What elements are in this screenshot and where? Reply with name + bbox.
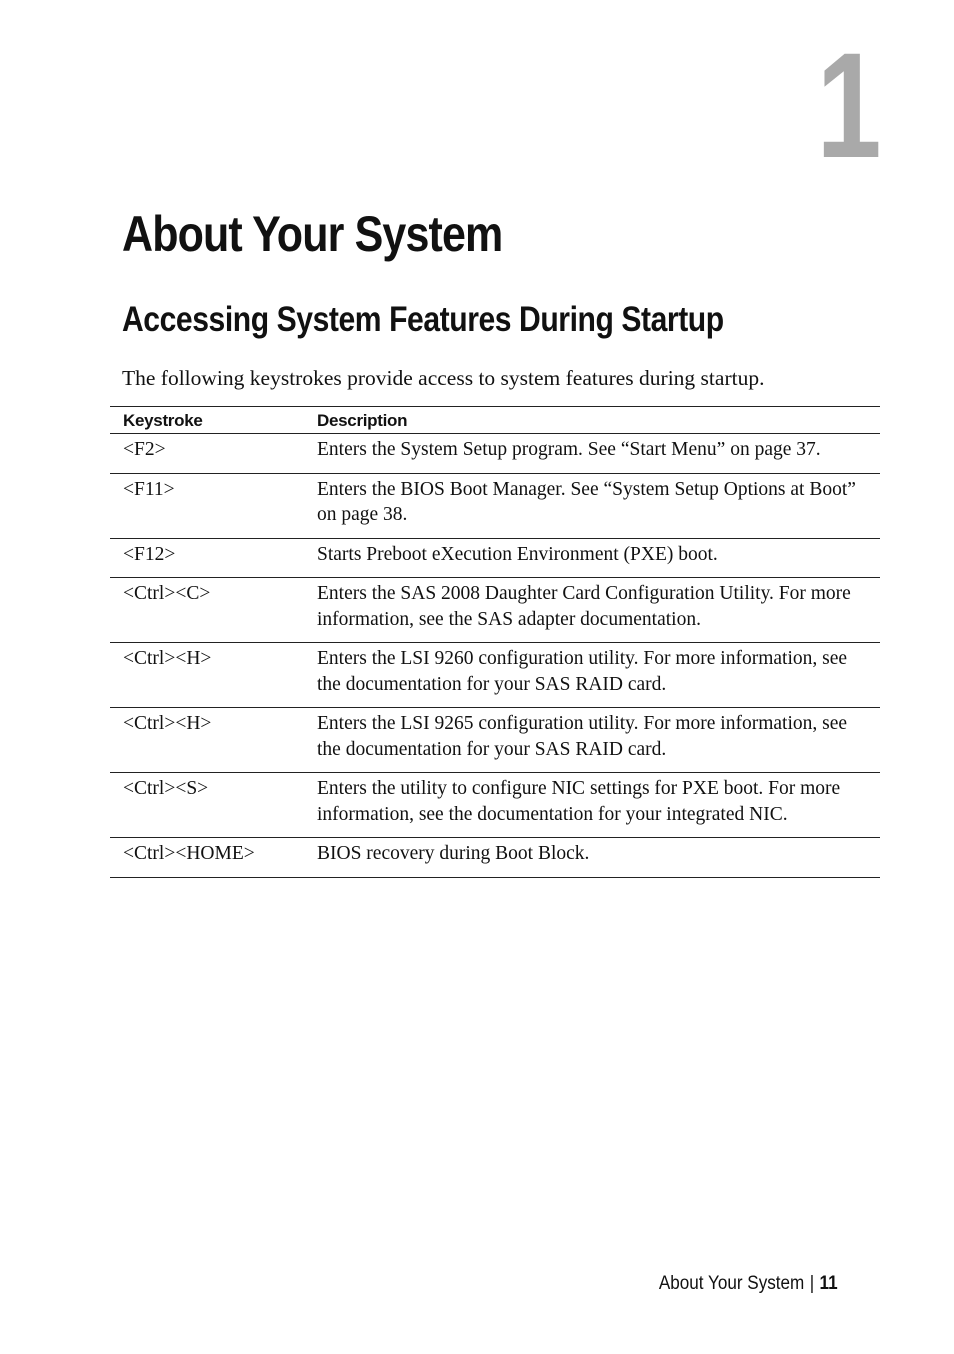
description-cell: Enters the System Setup program. See “Start Menu” on page 37. bbox=[313, 434, 880, 474]
keystroke-cell: <Ctrl><H> bbox=[110, 708, 313, 773]
page-footer bbox=[659, 1272, 838, 1296]
keystroke-column-header: Keystroke bbox=[110, 407, 313, 434]
footer-label: About Your System bbox=[659, 1273, 805, 1294]
keystroke-table bbox=[110, 406, 880, 878]
table-header-row bbox=[110, 407, 880, 434]
keystroke-cell: <Ctrl><C> bbox=[110, 578, 313, 643]
table-row bbox=[110, 773, 880, 838]
keystroke-cell: <F12> bbox=[110, 538, 313, 578]
description-cell: Enters the SAS 2008 Daughter Card Configuration Utility. For more information, see the SAS adapter documentation. bbox=[313, 578, 880, 643]
table-row bbox=[110, 708, 880, 773]
table-row bbox=[110, 578, 880, 643]
section-title: Accessing System Features During Startup bbox=[122, 300, 724, 339]
table-row bbox=[110, 838, 880, 878]
description-cell: Enters the LSI 9260 configuration utility. For more information, see the documentation for your SAS RAID card. bbox=[313, 643, 880, 708]
chapter-number: 1 bbox=[816, 21, 880, 189]
page-title: About Your System bbox=[122, 206, 503, 262]
page-number: 11 bbox=[819, 1273, 838, 1294]
keystroke-cell: <F11> bbox=[110, 473, 313, 538]
keystroke-cell: <Ctrl><HOME> bbox=[110, 838, 313, 878]
description-cell: Starts Preboot eXecution Environment (PXE) boot. bbox=[313, 538, 880, 578]
table-row bbox=[110, 434, 880, 474]
intro-paragraph: The following keystrokes provide access to system features during startup. bbox=[122, 366, 765, 390]
description-cell: Enters the LSI 9265 configuration utility. For more information, see the documentation for your SAS RAID card. bbox=[313, 708, 880, 773]
keystroke-cell: <F2> bbox=[110, 434, 313, 474]
description-cell: BIOS recovery during Boot Block. bbox=[313, 838, 880, 878]
table-row bbox=[110, 473, 880, 538]
table-row bbox=[110, 538, 880, 578]
description-cell: Enters the utility to configure NIC settings for PXE boot. For more information, see the documentation for your integrated NIC. bbox=[313, 773, 880, 838]
footer-separator: | bbox=[810, 1273, 815, 1294]
description-column-header: Description bbox=[313, 407, 880, 434]
description-cell: Enters the BIOS Boot Manager. See “System Setup Options at Boot” on page 38. bbox=[313, 473, 880, 538]
keystroke-cell: <Ctrl><S> bbox=[110, 773, 313, 838]
table-row bbox=[110, 643, 880, 708]
keystroke-cell: <Ctrl><H> bbox=[110, 643, 313, 708]
